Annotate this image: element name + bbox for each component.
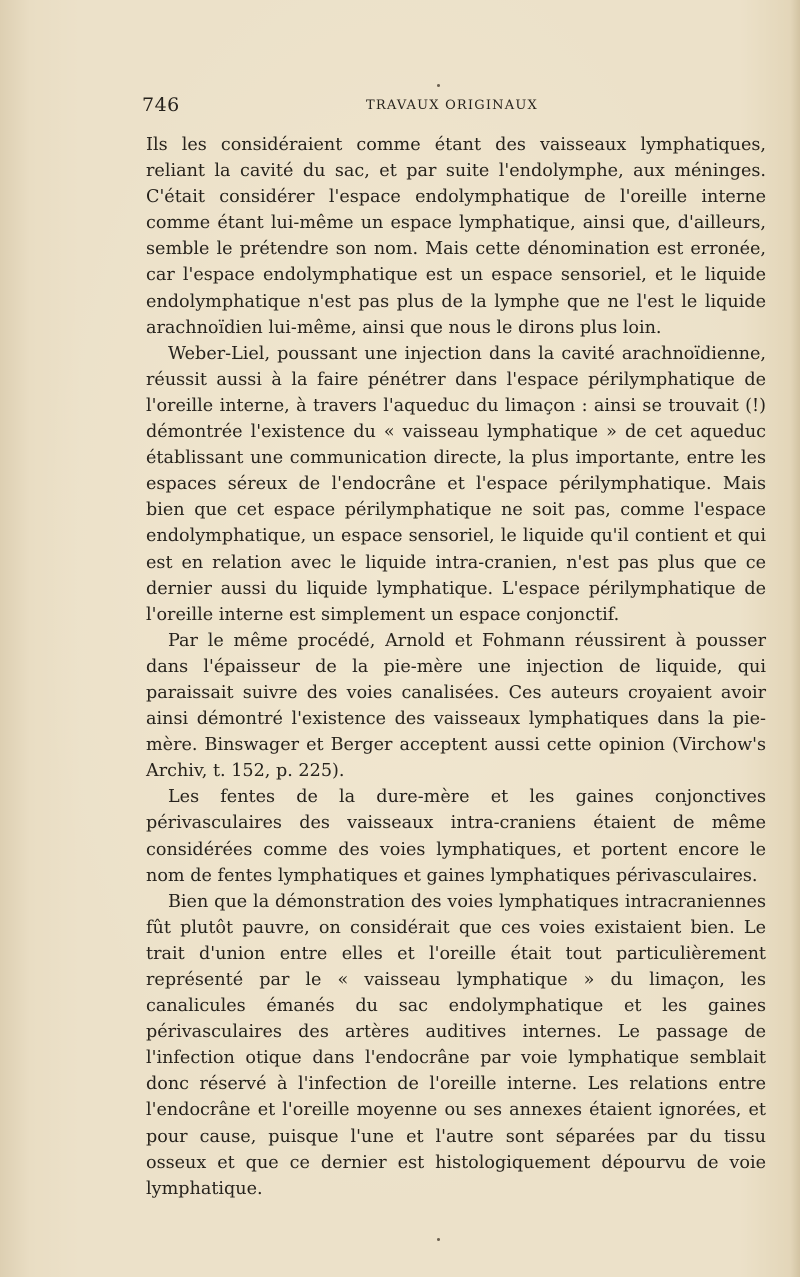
running-head: TRAVAUX ORIGINAUX xyxy=(366,98,538,113)
print-speck xyxy=(437,84,440,87)
paragraph: Weber-Liel, poussant une injection dans la cavité arachnoïdienne, réussit aussi à la faire pénétrer dans l'espace périlymphatique de l'oreille interne, à travers l'aqueduc du limaçon : ainsi se trouvait (!) démontrée l'existence du « vaisseau lymphatique » de cet aqueduc établissant une communication directe, la plus importante, entre les espaces séreux de l'endocrâne et l'espace périlymphatique. Mais bien que cet espace périlymphatique ne soit pas, comme l'espace endolymphatique, un espace sensoriel, le liquide qu'il contient et qui est en relation avec le liquide intra-cranien, n'est pas plus que ce dernier aussi du liquide lymphatique. L'espace périlymphatique de l'oreille interne est simplement un espace conjonctif. xyxy=(146,343,766,625)
paragraph: Les fentes de la dure-mère et les gaines conjonctives périvasculaires des vaisseaux intra-craniens étaient de même considérées comme des voies lymphatiques, et portent encore le nom de fentes lymphatiques et gaines lymphatiques périvasculaires. xyxy=(146,787,766,886)
paragraph: Bien que la démonstration des voies lymphatiques intracraniennes fût plutôt pauvre, on considérait que ces voies existaient bien. Le trait d'union entre elles et l'oreille était tout particulièrement représenté par le « vaisseau lymphatique » du limaçon, les canalicules émanés du sac endolymphatique et les gaines périvasculaires des artères auditives internes. Le passage de l'infection otique dans l'endocrâne par voie lymphatique semblait donc réservé à l'infection de l'oreille interne. Les relations entre l'endocrâne et l'oreille moyenne ou ses annexes étaient ignorées, et pour cause, puisque l'une et l'autre sont séparées par du tissu osseux et que ce dernier est histologiquement dépourvu de voie lymphatique. xyxy=(146,891,766,1199)
print-speck xyxy=(437,1238,440,1241)
paragraph: Par le même procédé, Arnold et Fohmann réussirent à pousser dans l'épaisseur de la pie-mère une injection de liquide, qui paraissait suivre des voies canalisées. Ces auteurs croyaient avoir ainsi démontré l'existence des vaisseaux lymphatiques dans la pie-mère. Binswager et Berger acceptent aussi cette opinion (Virchow's Archiv, t. 152, p. 225). xyxy=(146,630,766,782)
page-number: 746 xyxy=(142,94,180,116)
page-header xyxy=(142,94,762,120)
paragraph: Ils les considéraient comme étant des vaisseaux lymphatiques, reliant la cavité du sac, et par suite l'endolymphe, aux méninges. C'était considérer l'espace endolymphatique de l'oreille interne comme étant lui-même un espace lymphatique, ainsi que, d'ailleurs, semble le prétendre son nom. Mais cette dénomination est erronée, car l'espace endolymphatique est un espace sensoriel, et le liquide endolymphatique n'est pas plus de la lymphe que ne l'est le liquide arachnoïdien lui-même, ainsi que nous le dirons plus loin. xyxy=(146,135,766,338)
body-text xyxy=(146,132,766,1202)
